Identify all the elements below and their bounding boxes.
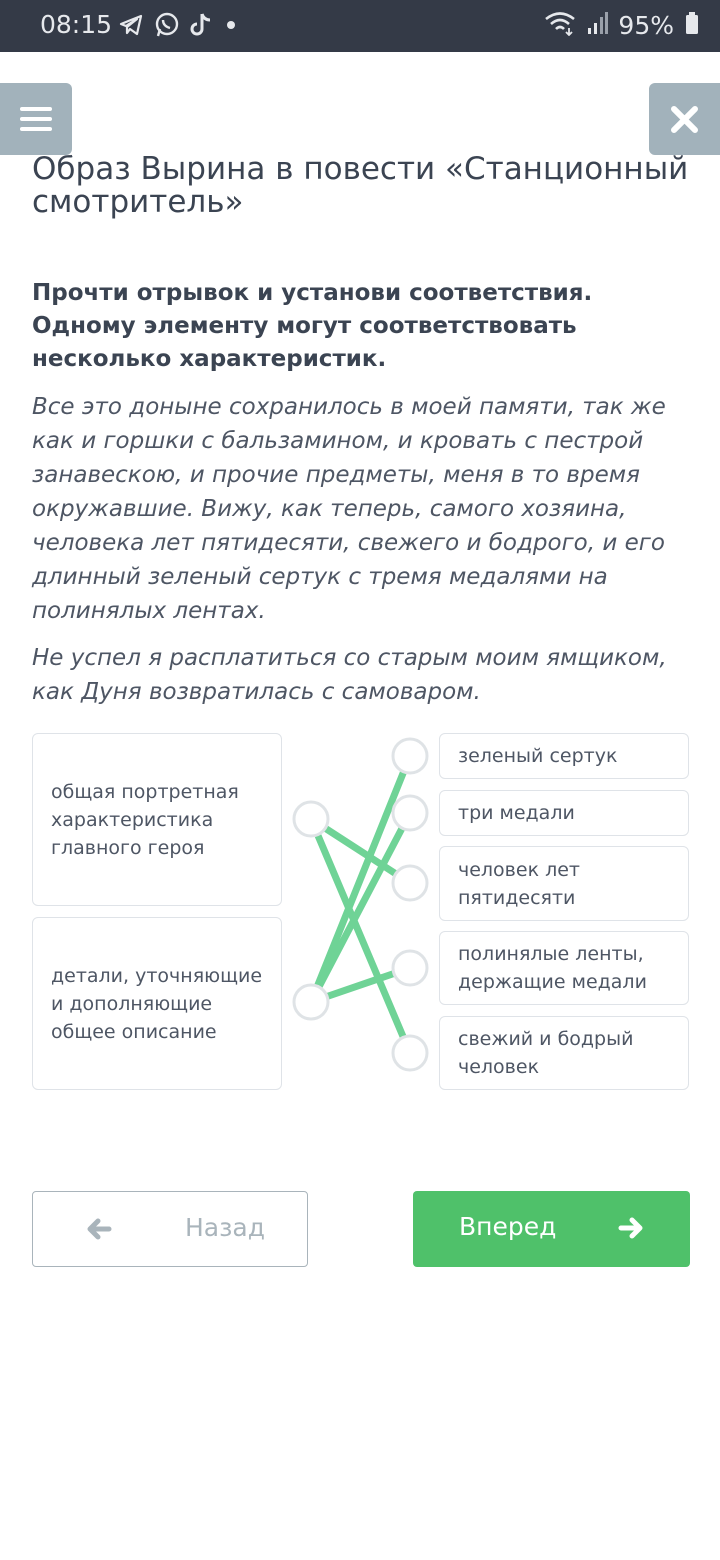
match-right-item[interactable] [439,733,689,779]
passage-paragraph: Не успел я расплатиться со старым моим ямщиком, как Дуня возвратилась с самоваром. [32,645,667,705]
telegram-icon [118,12,144,38]
match-left-item[interactable] [32,733,282,906]
hamburger-icon-line [20,117,52,121]
signal-icon [586,10,608,40]
arrow-left-icon [85,1216,113,1242]
match-right-label: три медали [458,802,575,824]
right-connector-dot[interactable] [393,866,427,900]
next-button[interactable] [413,1191,690,1267]
connection-line [311,819,410,1053]
status-bar [0,0,720,52]
tiktok-icon [190,12,214,38]
match-right-item[interactable] [439,931,689,1005]
battery-icon [684,10,700,40]
hamburger-icon-line [20,127,52,131]
menu-button[interactable] [0,83,72,155]
arrow-right-icon [617,1215,645,1241]
match-right-item[interactable] [439,846,689,921]
right-connector-dot[interactable] [393,1036,427,1070]
next-button-label: Вперед [459,1212,557,1241]
connection-line [311,819,410,883]
task-instruction: Прочти отрывок и установи соответствия. Одному элементу могут соответствовать несколько характеристик. [32,280,593,372]
match-right-label: полинялые ленты, держащие медали [458,943,647,993]
match-left-item[interactable] [32,917,282,1090]
match-left-label: детали, уточняющие и дополняющие общее описание [51,964,263,1043]
dot-icon [224,12,238,38]
connection-line [311,968,410,1002]
whatsapp-icon [154,12,180,38]
left-connector-dot[interactable] [294,985,328,1019]
battery-percent: 95% [618,10,674,40]
close-button[interactable] [649,83,720,155]
passage-paragraph: Все это доныне сохранилось в моей памяти, так же как и горшки с бальзамином, и кровать с пестрой занавескою, и прочие предметы, меня в то время окружавшие. Вижу, как теперь, самого хозяина, человека лет пятидесяти, свежего и бодрого, и его длинный зеленый сертук с тремя медалями на полинялых лентах. [32,394,666,624]
status-time: 08:15 [40,10,113,39]
match-right-item[interactable] [439,1016,689,1090]
match-left-label: общая портретная характеристика главного героя [51,780,239,859]
connection-line [311,813,410,1002]
back-button-label: Назад [185,1213,266,1242]
match-right-label: человек лет пятидесяти [458,858,580,909]
match-right-item[interactable] [439,790,689,836]
hamburger-icon [20,107,52,111]
match-right-label: свежий и бодрый человек [458,1028,634,1078]
back-button[interactable] [32,1191,308,1267]
right-connector-dot[interactable] [393,796,427,830]
left-connector-dot[interactable] [294,802,328,836]
match-right-label: зеленый сертук [458,745,618,767]
page-title: Образ Вырина в повести «Станционный смотритель» [32,151,689,220]
connection-line [311,756,410,1002]
right-connector-dot[interactable] [393,951,427,985]
wifi-icon [544,10,576,40]
right-connector-dot[interactable] [393,739,427,773]
close-icon [649,83,720,155]
